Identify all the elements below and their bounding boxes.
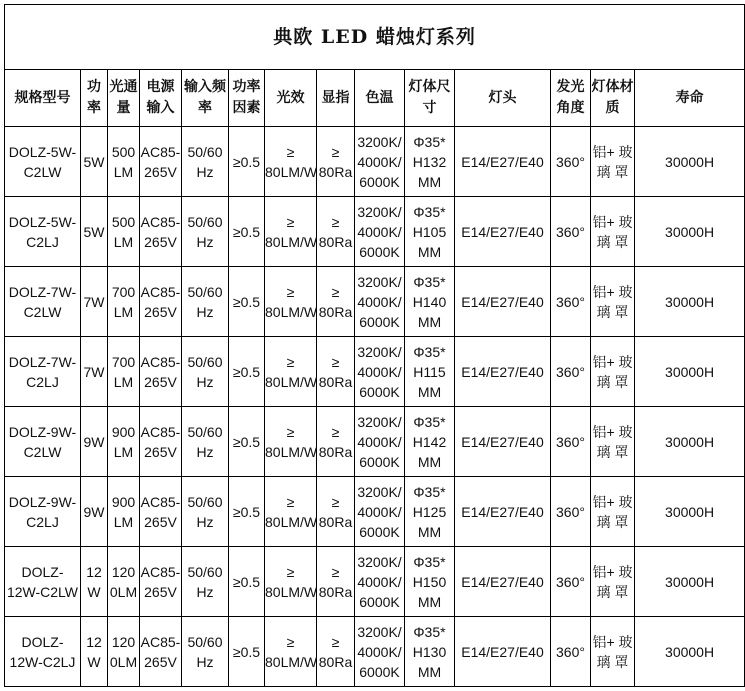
cell-efficacy: ≥ 80LM/W [265,477,317,547]
cell-frequency: 50/60 Hz [182,267,229,337]
cell-frequency: 50/60 Hz [182,547,229,617]
header-cri: 显指 [317,70,355,127]
header-beam-angle: 发光角度 [551,70,591,127]
header-color-temp: 色温 [355,70,405,127]
cell-size: Φ35* H142 MM [405,407,455,477]
header-model: 规格型号 [5,70,81,127]
cell-color-temp: 3200K/ 4000K/ 6000K [355,337,405,407]
cell-efficacy: ≥ 80LM/W [265,337,317,407]
cell-beam-angle: 360° [551,617,591,687]
table-row [5,617,745,687]
cell-model: DOLZ-9W-C2LW [5,407,81,477]
cell-power-factor: ≥0.5 [229,267,265,337]
cell-cri: ≥ 80Ra [317,617,355,687]
cell-lifespan: 30000H [635,407,745,477]
cell-beam-angle: 360° [551,267,591,337]
cell-beam-angle: 360° [551,477,591,547]
cell-power: 5W [81,127,108,197]
cell-efficacy: ≥ 80LM/W [265,547,317,617]
cell-base: E14/E27/E40 [455,547,551,617]
cell-size: Φ35* H105 MM [405,197,455,267]
cell-power-factor: ≥0.5 [229,407,265,477]
cell-base: E14/E27/E40 [455,407,551,477]
header-frequency: 输入频率 [182,70,229,127]
cell-base: E14/E27/E40 [455,127,551,197]
cell-lumen: 500 LM [108,197,140,267]
cell-frequency: 50/60 Hz [182,617,229,687]
cell-input-voltage: AC85-265V [140,547,182,617]
cell-material: 铝+ 玻璃 罩 [591,547,635,617]
spec-table-frame [4,4,715,688]
cell-power: 5W [81,197,108,267]
table-row [5,547,745,617]
cell-size: Φ35* H140 MM [405,267,455,337]
cell-power-factor: ≥0.5 [229,477,265,547]
header-efficacy: 光效 [265,70,317,127]
cell-lifespan: 30000H [635,127,745,197]
cell-cri: ≥ 80Ra [317,547,355,617]
cell-size: Φ35* H115 MM [405,337,455,407]
cell-material: 铝+ 玻璃 罩 [591,407,635,477]
cell-frequency: 50/60 Hz [182,127,229,197]
header-material: 灯体材质 [591,70,635,127]
header-power-factor: 功率因素 [229,70,265,127]
cell-input-voltage: AC85-265V [140,617,182,687]
cell-size: Φ35* H130 MM [405,617,455,687]
header-row [5,70,745,127]
table-row [5,407,745,477]
cell-model: DOLZ-12W-C2LJ [5,617,81,687]
cell-power: 7W [81,337,108,407]
cell-beam-angle: 360° [551,127,591,197]
cell-lifespan: 30000H [635,267,745,337]
cell-model: DOLZ-12W-C2LW [5,547,81,617]
table-row [5,197,745,267]
cell-material: 铝+ 玻璃 罩 [591,267,635,337]
cell-power: 12 W [81,617,108,687]
header-input-voltage: 电源输入 [140,70,182,127]
cell-efficacy: ≥ 80LM/W [265,197,317,267]
cell-efficacy: ≥ 80LM/W [265,617,317,687]
cell-model: DOLZ-7W-C2LW [5,267,81,337]
cell-power: 12 W [81,547,108,617]
cell-color-temp: 3200K/ 4000K/ 6000K [355,127,405,197]
table-body [5,127,745,687]
cell-material: 铝+ 玻璃 罩 [591,477,635,547]
cell-model: DOLZ-9W-C2LJ [5,477,81,547]
table-row [5,477,745,547]
cell-lumen: 120 0LM [108,547,140,617]
cell-input-voltage: AC85-265V [140,197,182,267]
cell-size: Φ35* H125 MM [405,477,455,547]
cell-input-voltage: AC85-265V [140,477,182,547]
cell-frequency: 50/60 Hz [182,477,229,547]
table-row [5,267,745,337]
cell-model: DOLZ-7W-C2LJ [5,337,81,407]
cell-beam-angle: 360° [551,337,591,407]
cell-cri: ≥ 80Ra [317,127,355,197]
cell-frequency: 50/60 Hz [182,197,229,267]
cell-model: DOLZ-5W-C2LW [5,127,81,197]
cell-input-voltage: AC85-265V [140,337,182,407]
cell-lifespan: 30000H [635,477,745,547]
header-lumen: 光通量 [108,70,140,127]
cell-base: E14/E27/E40 [455,617,551,687]
cell-beam-angle: 360° [551,407,591,477]
table-title: 典欧 LED 蜡烛灯系列 [5,5,745,70]
cell-color-temp: 3200K/ 4000K/ 6000K [355,267,405,337]
cell-cri: ≥ 80Ra [317,197,355,267]
cell-power: 9W [81,477,108,547]
cell-base: E14/E27/E40 [455,197,551,267]
table-row [5,337,745,407]
cell-lifespan: 30000H [635,337,745,407]
cell-material: 铝+ 玻璃 罩 [591,127,635,197]
cell-frequency: 50/60 Hz [182,337,229,407]
cell-lumen: 500 LM [108,127,140,197]
cell-model: DOLZ-5W-C2LJ [5,197,81,267]
cell-power-factor: ≥0.5 [229,617,265,687]
cell-cri: ≥ 80Ra [317,407,355,477]
cell-beam-angle: 360° [551,197,591,267]
cell-color-temp: 3200K/ 4000K/ 6000K [355,407,405,477]
header-lifespan: 寿命 [635,70,745,127]
cell-power-factor: ≥0.5 [229,197,265,267]
cell-color-temp: 3200K/ 4000K/ 6000K [355,477,405,547]
cell-size: Φ35* H150 MM [405,547,455,617]
cell-input-voltage: AC85-265V [140,267,182,337]
cell-frequency: 50/60 Hz [182,407,229,477]
cell-efficacy: ≥ 80LM/W [265,267,317,337]
cell-lifespan: 30000H [635,547,745,617]
header-base: 灯头 [455,70,551,127]
cell-power-factor: ≥0.5 [229,127,265,197]
cell-input-voltage: AC85-265V [140,407,182,477]
cell-material: 铝+ 玻璃 罩 [591,617,635,687]
cell-cri: ≥ 80Ra [317,267,355,337]
cell-efficacy: ≥ 80LM/W [265,127,317,197]
cell-lumen: 900 LM [108,477,140,547]
cell-lumen: 700 LM [108,337,140,407]
cell-power: 9W [81,407,108,477]
spec-table [4,4,745,687]
cell-power-factor: ≥0.5 [229,547,265,617]
header-size: 灯体尺寸 [405,70,455,127]
cell-input-voltage: AC85-265V [140,127,182,197]
cell-lumen: 700 LM [108,267,140,337]
cell-color-temp: 3200K/ 4000K/ 6000K [355,547,405,617]
cell-efficacy: ≥ 80LM/W [265,407,317,477]
cell-color-temp: 3200K/ 4000K/ 6000K [355,197,405,267]
table-row [5,127,745,197]
cell-size: Φ35* H132 MM [405,127,455,197]
cell-cri: ≥ 80Ra [317,337,355,407]
cell-material: 铝+ 玻璃 罩 [591,197,635,267]
cell-power: 7W [81,267,108,337]
cell-lifespan: 30000H [635,197,745,267]
cell-base: E14/E27/E40 [455,477,551,547]
cell-lifespan: 30000H [635,617,745,687]
cell-cri: ≥ 80Ra [317,477,355,547]
cell-base: E14/E27/E40 [455,267,551,337]
cell-base: E14/E27/E40 [455,337,551,407]
cell-lumen: 120 0LM [108,617,140,687]
cell-beam-angle: 360° [551,547,591,617]
cell-power-factor: ≥0.5 [229,337,265,407]
cell-lumen: 900 LM [108,407,140,477]
header-power: 功率 [81,70,108,127]
cell-color-temp: 3200K/ 4000K/ 6000K [355,617,405,687]
cell-material: 铝+ 玻璃 罩 [591,337,635,407]
